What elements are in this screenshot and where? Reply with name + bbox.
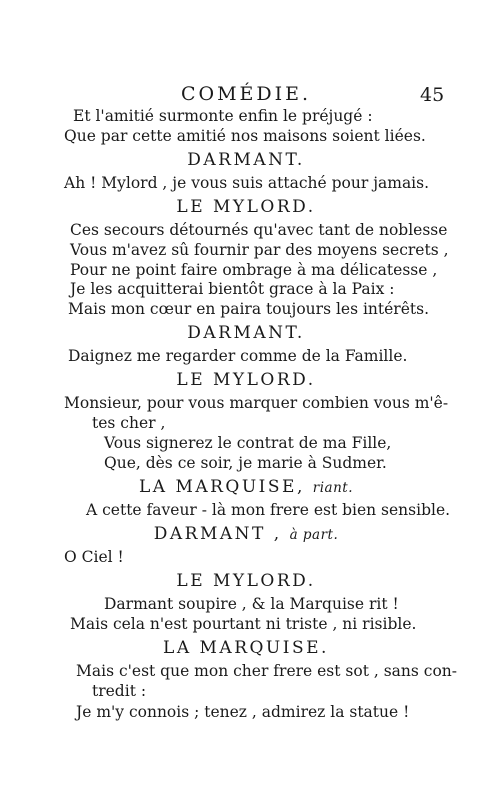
speaker-name [0, 477, 492, 498]
verse-line: Mais cela n'est pourtant ni triste , ni risible. [70, 615, 417, 633]
verse-line: Pour ne point faire ombrage à ma délicatesse , [70, 261, 438, 279]
verse-line: Mais mon cœur en paira toujours les intérêts. [68, 300, 429, 318]
verse-line: Vous m'avez sû fournir par des moyens secrets , [70, 241, 449, 259]
verse-line: Vous signerez le contrat de ma Fille, [104, 434, 392, 452]
speaker-name [0, 197, 492, 217]
speaker-label: DARMANT , [153, 524, 282, 544]
speaker-label: LA MARQUISE, [138, 477, 305, 497]
verse-line: Je m'y connois ; tenez , admirez la statue ! [76, 703, 410, 721]
verse-line: Je les acquitterai bientôt grace à la Paix : [70, 280, 395, 298]
page-number: 45 [420, 84, 445, 106]
verse-line: Monsieur, pour vous marquer combien vous m'ê- [64, 394, 449, 412]
speaker-name [0, 524, 492, 545]
speaker-name [0, 323, 492, 343]
speaker-label: LE MYLORD. [176, 571, 316, 591]
verse-line: tes cher , [92, 414, 166, 432]
verse-line: Mais c'est que mon cher frere est sot , sans con- [76, 662, 457, 680]
verse-line: Et l'amitié surmonte enfin le préjugé : [73, 107, 373, 125]
verse-line: Ces secours détournés qu'avec tant de noblesse [70, 221, 448, 239]
verse-line: A cette faveur - là mon frere est bien sensible. [86, 501, 451, 519]
speaker-name [0, 571, 492, 591]
verse-line: Ah ! Mylord , je vous suis attaché pour jamais. [64, 174, 430, 192]
speaker-name [0, 638, 492, 658]
speaker-label: LE MYLORD. [176, 370, 316, 390]
speaker-label: LE MYLORD. [176, 197, 316, 217]
verse-line: Que, dès ce soir, je marie à Sudmer. [104, 454, 387, 472]
speaker-label: LA MARQUISE. [163, 638, 329, 658]
verse-line: Que par cette amitié nos maisons soient liées. [64, 127, 426, 145]
stage-direction: riant. [312, 480, 354, 496]
speaker-name [0, 150, 492, 170]
verse-line: O Ciel ! [64, 548, 124, 566]
verse-line: tredit : [92, 682, 147, 700]
speaker-name [0, 370, 492, 390]
verse-line: Daignez me regarder comme de la Famille. [68, 347, 408, 365]
speaker-label: DARMANT. [187, 150, 305, 170]
running-title: COMÉDIE. [180, 83, 312, 105]
verse-line: Darmant soupire , & la Marquise rit ! [104, 595, 399, 613]
speaker-label: DARMANT. [187, 323, 305, 343]
stage-direction: à part. [289, 527, 339, 543]
